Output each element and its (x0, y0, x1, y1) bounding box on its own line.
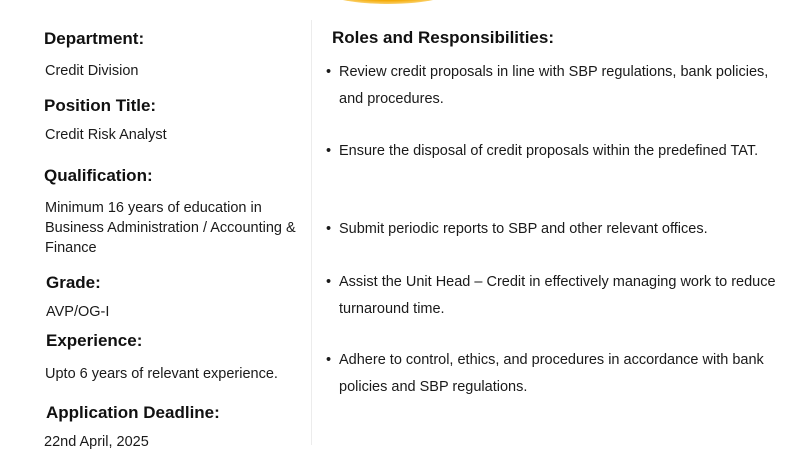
application-deadline-value: 22nd April, 2025 (44, 434, 149, 450)
position-title-value: Credit Risk Analyst (45, 127, 167, 143)
experience-value: Upto 6 years of relevant experience. (45, 366, 278, 382)
role-text: Adhere to control, ethics, and procedures in accordance with bank policies and SBP regulations. (339, 352, 764, 395)
department-value: Credit Division (45, 63, 139, 79)
position-title-label: Position Title: (44, 96, 157, 115)
column-divider (311, 20, 312, 445)
role-text: Submit periodic reports to SBP and other relevant offices. (339, 221, 708, 237)
bullet-icon: • (326, 143, 332, 159)
role-text: Review credit proposals in line with SBP regulations, bank policies, and procedures. (339, 64, 769, 107)
qualification-value: Minimum 16 years of education in Business Administration / Accounting & Finance (45, 200, 296, 256)
list-item (326, 59, 786, 113)
bullet-icon: • (326, 221, 332, 237)
list-item (326, 269, 786, 323)
application-deadline-label: Application Deadline: (46, 403, 220, 422)
role-text: Ensure the disposal of credit proposals within the predefined TAT. (339, 143, 759, 159)
roles-heading: Roles and Responsibilities: (332, 28, 554, 47)
bullet-icon: • (326, 64, 332, 80)
list-item (326, 347, 786, 401)
role-text: Assist the Unit Head – Credit in effectively managing work to reduce turnaround time. (339, 274, 776, 317)
grade-value: AVP/OG-I (46, 304, 110, 320)
bullet-icon: • (326, 274, 332, 290)
bullet-icon: • (326, 352, 332, 368)
experience-label: Experience: (46, 331, 143, 350)
top-logo-decoration (318, 0, 458, 4)
department-label: Department: (44, 29, 145, 48)
list-item (326, 216, 786, 243)
qualification-label: Qualification: (44, 166, 153, 185)
grade-label: Grade: (46, 273, 101, 292)
list-item (326, 138, 786, 165)
